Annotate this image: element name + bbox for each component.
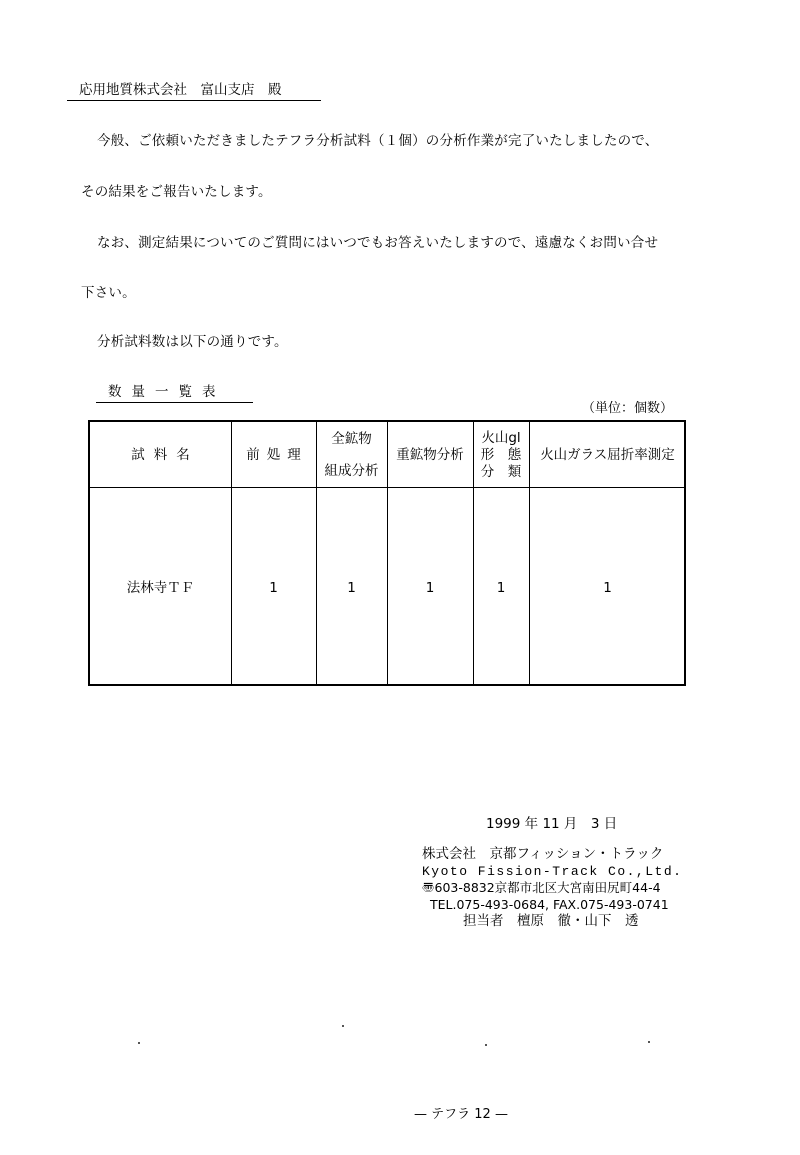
- row-total-mineral: 1: [347, 580, 356, 596]
- paragraph-4: 下さい。: [81, 285, 136, 301]
- table-title: 数量一覧表: [96, 380, 253, 403]
- row-refractive-index: 1: [603, 580, 612, 596]
- row-heavy-mineral: 1: [425, 580, 435, 596]
- header-glass-form-line2: 形 態: [480, 447, 522, 463]
- scan-speck: [648, 1041, 650, 1043]
- company-staff: 担当者 檀原 徹・山下 透: [463, 913, 639, 929]
- paragraph-2: その結果をご報告いたします。: [81, 184, 272, 200]
- header-total-mineral-line1: 全鉱物: [331, 431, 372, 447]
- row-glass-form: 1: [496, 580, 506, 596]
- page-footer: — テフラ 12 —: [414, 1107, 508, 1122]
- row-sample-name: 法林寺ＴＦ: [126, 580, 195, 596]
- header-sample-name: 試料名: [131, 447, 199, 463]
- table-column-divider: [316, 422, 317, 684]
- header-pretreatment: 前処理: [246, 447, 308, 463]
- header-refractive-index: 火山ガラス屈折率測定: [540, 447, 675, 463]
- paragraph-5: 分析試料数は以下の通りです。: [97, 334, 288, 350]
- table-header-divider: [90, 487, 684, 488]
- row-pretreatment: 1: [269, 580, 278, 596]
- company-phone-fax: TEL.075-493-0684, FAX.075-493-0741: [430, 897, 669, 912]
- sample-count-table: [88, 420, 686, 686]
- header-glass-form-line3: 分 類: [480, 464, 522, 480]
- addressee: 応用地質株式会社 富山支店 殿: [67, 78, 321, 101]
- scan-speck: [342, 1025, 344, 1027]
- header-total-mineral-line2: 組成分析: [324, 463, 379, 479]
- table-unit: （単位：個数）: [582, 401, 674, 416]
- header-heavy-mineral: 重鉱物分析: [396, 447, 464, 463]
- document-date: 1999 年 11 月 3 日: [486, 816, 618, 832]
- company-name-en: Kyoto Fission-Track Co.,Ltd.: [422, 864, 683, 879]
- paragraph-1: 今般、ご依頼いただきましたテフラ分析試料（１個）の分析作業が完了いたしましたので、: [97, 133, 659, 149]
- company-address: 〠603-8832京都市北区大宮南田尻町44-4: [422, 880, 661, 895]
- company-name-jp: 株式会社 京都フィッション・トラック: [422, 846, 664, 862]
- paragraph-3: なお、測定結果についてのご質問にはいつでもお答えいたしますので、遠慮なくお問い合せ: [97, 235, 659, 251]
- header-glass-form-line1: 火山gl: [481, 430, 521, 446]
- scan-speck: [138, 1042, 140, 1044]
- scan-speck: [485, 1044, 487, 1046]
